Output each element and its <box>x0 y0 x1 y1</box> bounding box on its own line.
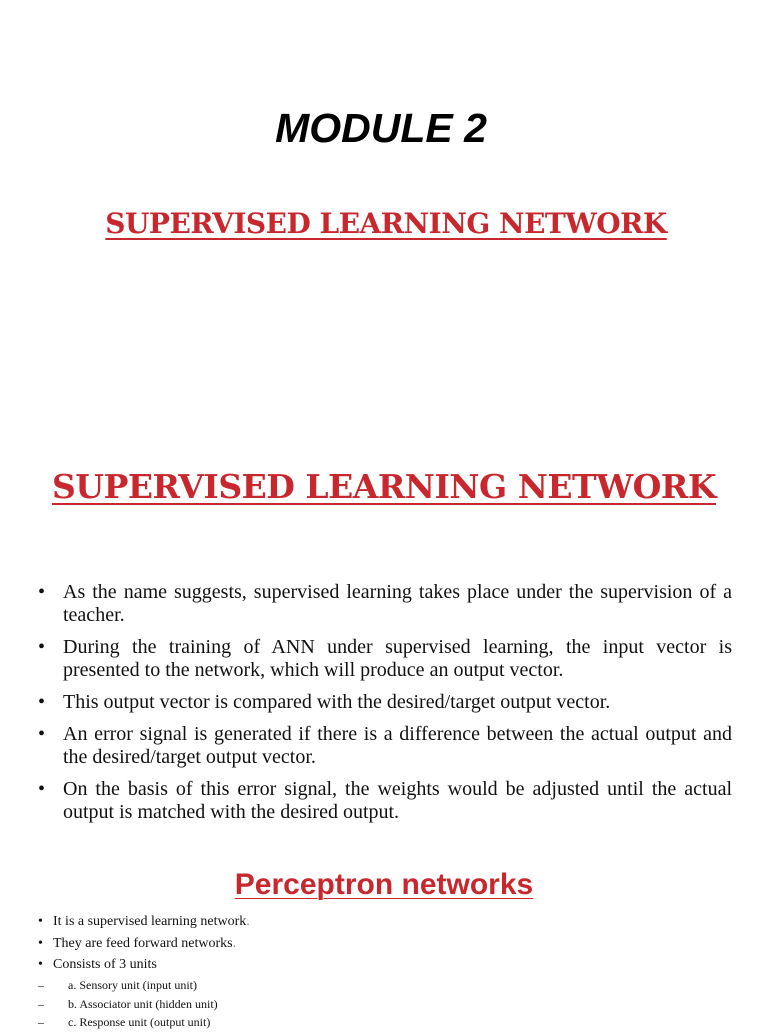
bullet-marker: • <box>38 723 46 745</box>
bullet-text: During the training of ANN under supervised learning, the input vector is presented to the network, which will produce an output vector. <box>63 636 732 681</box>
perceptron-unit-text: c. Response unit (output unit) <box>68 1015 211 1029</box>
perceptron-point-list <box>38 911 250 976</box>
perceptron-unit-text: a. Sensory unit (input unit) <box>68 978 197 992</box>
bullet-text: On the basis of this error signal, the weights would be adjusted until the actual output is matched with the desired output. <box>63 778 732 823</box>
perceptron-point-text: It is a supervised learning network <box>53 914 247 929</box>
bullet-text: An error signal is generated if there is a difference between the actual output and the desired/target output vector. <box>63 723 732 768</box>
dash-marker: – <box>38 996 44 1011</box>
perceptron-unit-item <box>38 1013 218 1032</box>
bullet-item <box>38 581 732 627</box>
bullet-marker: • <box>38 957 43 972</box>
bullet-marker: • <box>38 935 43 951</box>
module-title: MODULE 2 <box>275 105 487 151</box>
bullet-text: This output vector is compared with the desired/target output vector. <box>63 691 611 713</box>
supervised-learning-title: SUPERVISED LEARNING NETWORK <box>105 207 667 240</box>
bullet-marker: • <box>38 636 46 658</box>
perceptron-unit-item <box>38 976 218 995</box>
perceptron-point <box>38 911 250 933</box>
perceptron-point-period: . <box>246 914 250 929</box>
perceptron-point <box>38 954 250 976</box>
bullet-item <box>38 778 732 824</box>
perceptron-point-period: . <box>232 935 237 951</box>
supervised-learning-section-heading: SUPERVISED LEARNING NETWORK <box>51 467 717 506</box>
bullet-marker: • <box>38 778 46 800</box>
perceptron-unit-item <box>38 995 218 1014</box>
bullet-marker: • <box>38 581 46 603</box>
perceptron-point-text: Consists of 3 units <box>53 957 157 972</box>
bullet-text: As the name suggests, supervised learning takes place under the supervision of a teacher. <box>63 581 732 626</box>
dash-marker: – <box>38 1015 44 1029</box>
supervised-learning-bullet-list <box>38 581 732 833</box>
bullet-item <box>38 636 732 682</box>
bullet-item <box>38 723 732 769</box>
perceptron-unit-text: b. Associator unit (hidden unit) <box>68 996 218 1011</box>
perceptron-point-text: They are feed forward networks <box>53 935 233 951</box>
perceptron-point <box>38 933 250 955</box>
bullet-marker: • <box>38 691 46 713</box>
bullet-marker: • <box>38 914 43 929</box>
perceptron-networks-heading: Perceptron networks <box>234 868 534 901</box>
dash-marker: – <box>38 978 44 992</box>
bullet-item <box>38 691 732 714</box>
perceptron-unit-list <box>38 976 218 1032</box>
